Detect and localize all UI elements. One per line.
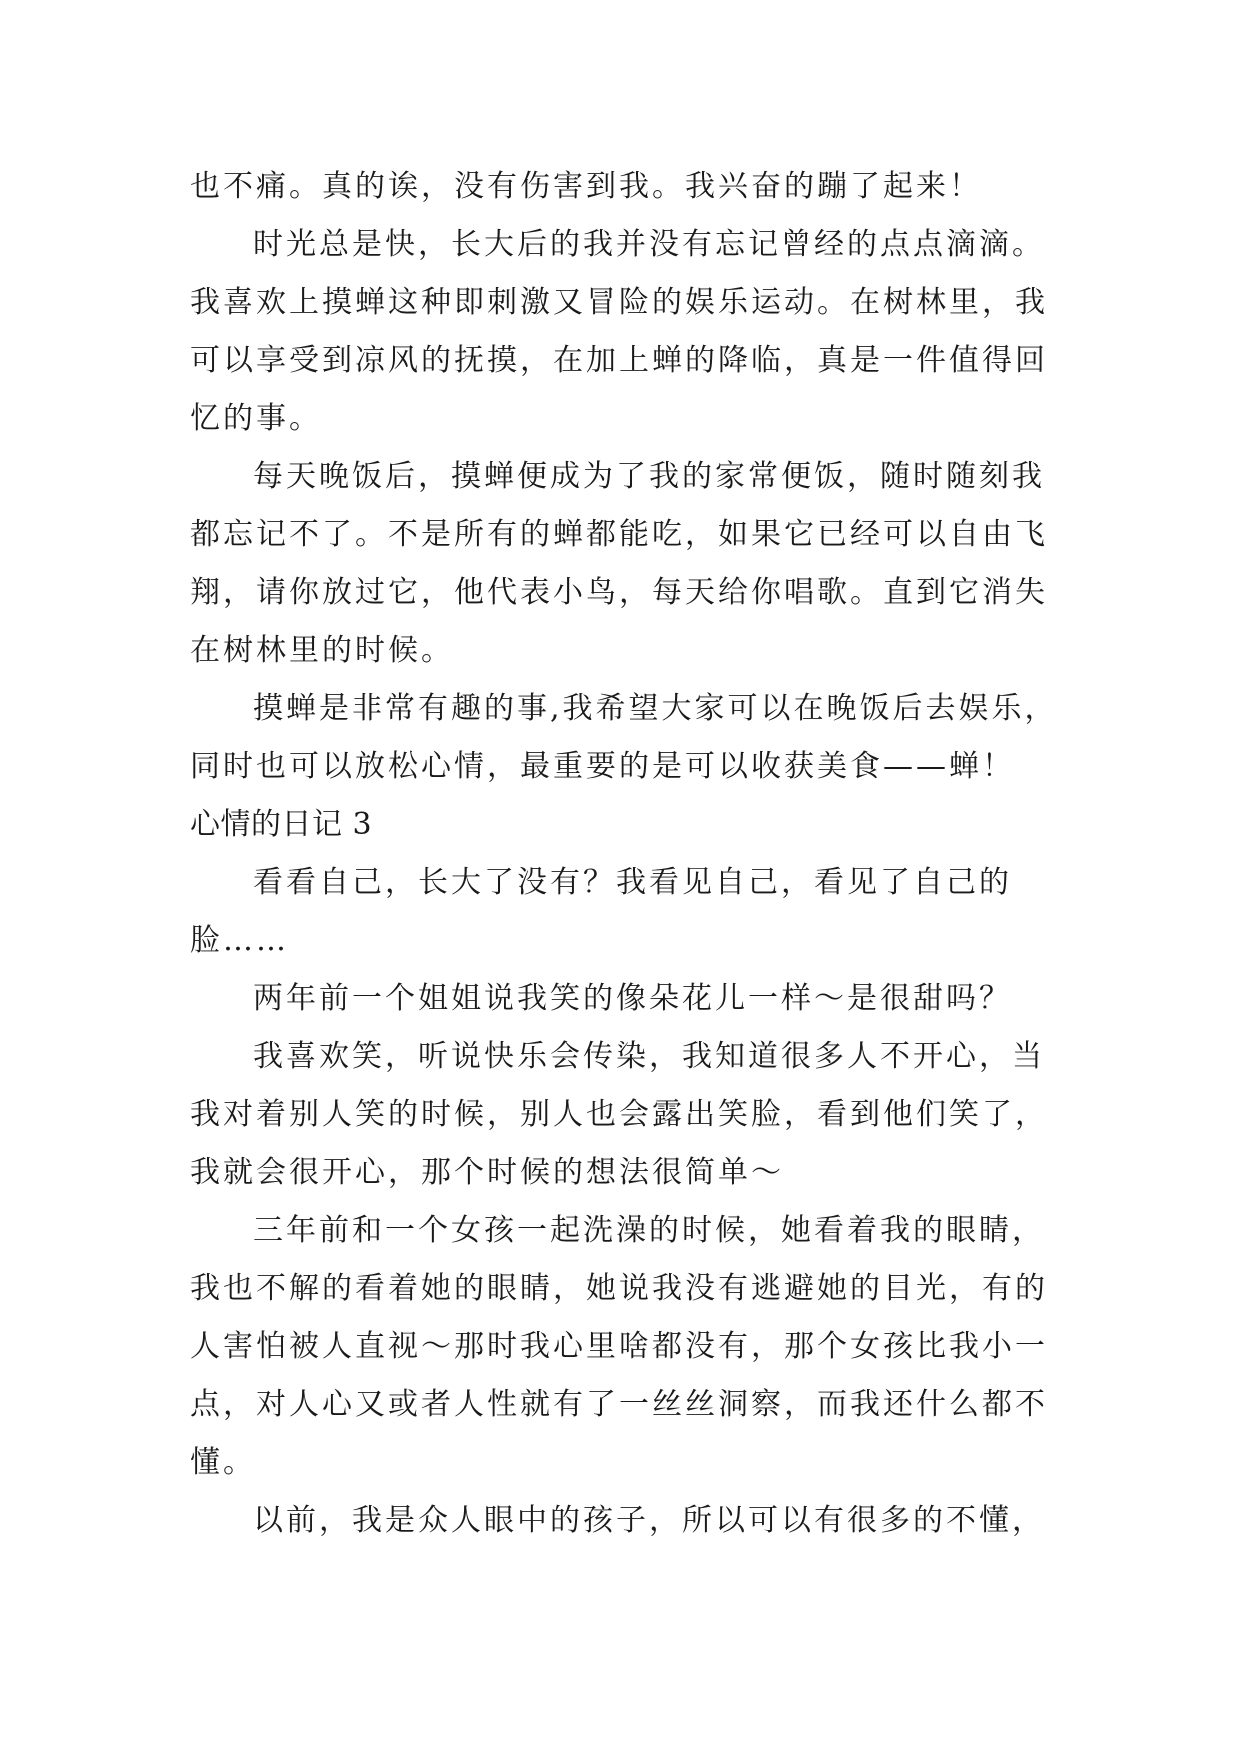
text-line: 点，对人心又或者人性就有了一丝丝洞察，而我还什么都不 <box>190 1387 1048 1422</box>
section-heading: 心情的日记 3 <box>190 807 373 842</box>
text-line: 都忘记不了。不是所有的蝉都能吃，如果它已经可以自由飞 <box>190 517 1048 552</box>
document-body <box>190 158 1090 1550</box>
text-line: 脸…… <box>190 923 289 958</box>
text-line: 在树林里的时候。 <box>190 633 454 668</box>
text-line: 两年前一个姐姐说我笑的像朵花儿一样～是很甜吗？ <box>253 981 1012 1016</box>
text-line: 忆的事。 <box>190 401 322 436</box>
text-line: 时光总是快，长大后的我并没有忘记曾经的点点滴滴。 <box>253 227 1045 262</box>
text-line: 同时也可以放松心情，最重要的是可以收获美食——蝉！ <box>190 749 1015 784</box>
text-line: 我对着别人笑的时候，别人也会露出笑脸，看到他们笑了， <box>190 1097 1048 1132</box>
text-line: 我就会很开心，那个时候的想法很简单～ <box>190 1155 784 1190</box>
text-line: 翔，请你放过它，他代表小鸟，每天给你唱歌。直到它消失 <box>190 575 1048 610</box>
text-line: 我也不解的看着她的眼睛，她说我没有逃避她的目光，有的 <box>190 1271 1048 1306</box>
text-line: 看看自己，长大了没有？我看见自己，看见了自己的 <box>253 865 1012 900</box>
text-line: 人害怕被人直视～那时我心里啥都没有，那个女孩比我小一 <box>190 1329 1048 1364</box>
text-line: 以前，我是众人眼中的孩子，所以可以有很多的不懂， <box>253 1503 1045 1538</box>
text-line: 我喜欢上摸蝉这种即刺激又冒险的娱乐运动。在树林里，我 <box>190 285 1048 320</box>
text-line: 三年前和一个女孩一起洗澡的时候，她看着我的眼睛， <box>253 1213 1045 1248</box>
text-line: 我喜欢笑，听说快乐会传染，我知道很多人不开心，当 <box>253 1039 1045 1074</box>
text-line: 也不痛。真的诶，没有伤害到我。我兴奋的蹦了起来！ <box>190 169 982 204</box>
text-line: 摸蝉是非常有趣的事,我希望大家可以在晚饭后去娱乐， <box>253 691 1058 726</box>
text-line: 懂。 <box>190 1445 256 1480</box>
text-line: 每天晚饭后，摸蝉便成为了我的家常便饭，随时随刻我 <box>253 459 1045 494</box>
text-line: 可以享受到凉风的抚摸，在加上蝉的降临，真是一件值得回 <box>190 343 1048 378</box>
